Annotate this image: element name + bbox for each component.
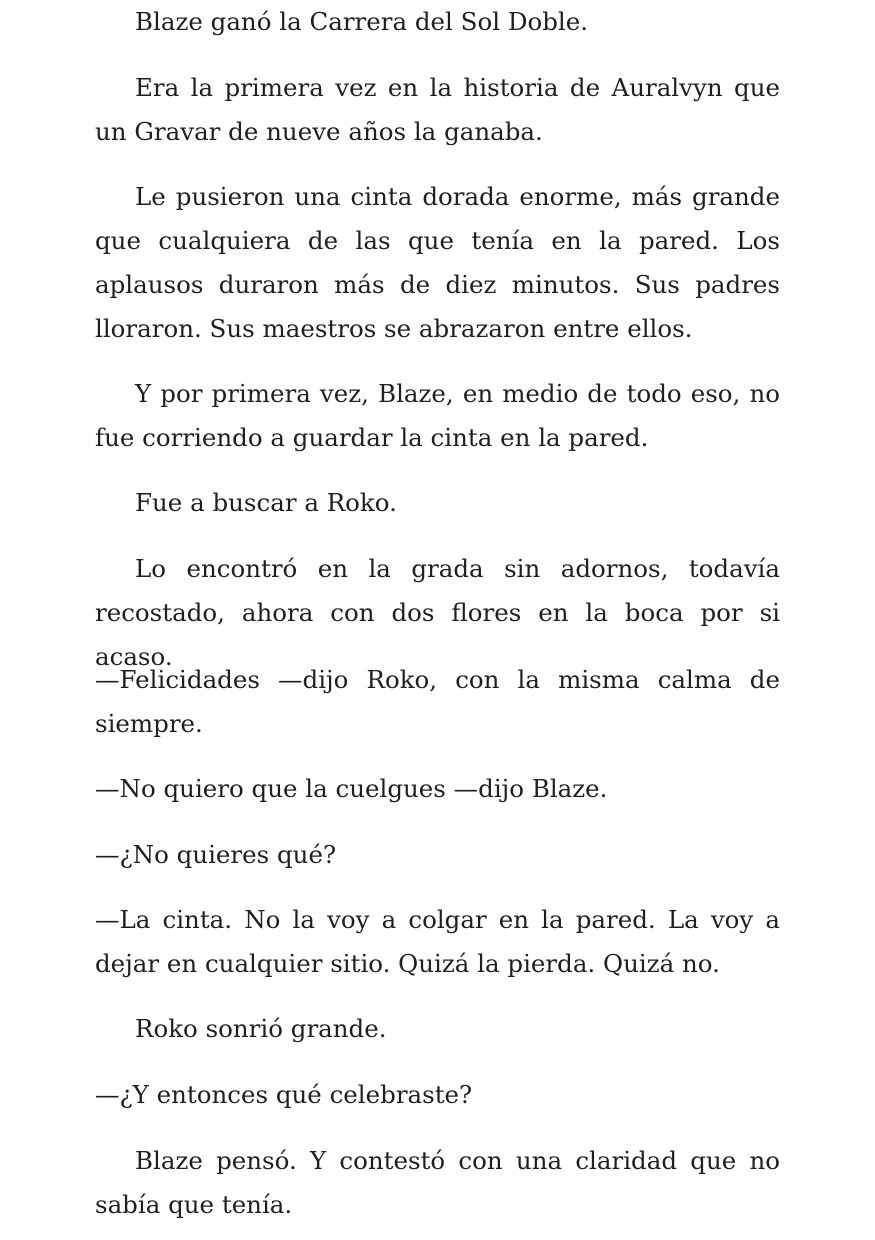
dialogue-line: —¿Y entonces qué celebraste? bbox=[95, 1080, 473, 1109]
dialogue-line: —¿No quieres qué? bbox=[95, 840, 337, 869]
paragraph: Blaze pensó. Y contestó con una claridad que no sabía que tenía. bbox=[95, 1146, 780, 1219]
paragraph: Lo encontró en la grada sin adornos, todavía recostado, ahora con dos flores en la boca por si acaso. bbox=[95, 554, 780, 671]
paragraph: Le pusieron una cinta dorada enorme, más grande que cualquiera de las que tenía en la pared. Los aplausos duraron más de diez minutos. Sus padres lloraron. Sus maestros se abrazaron entre ellos. bbox=[95, 182, 780, 343]
dialogue-line: —La cinta. No la voy a colgar en la pared. La voy a dejar en cualquier sitio. Quizá la pierda. Quizá no. bbox=[95, 905, 780, 978]
dialogue-line: —No quiero que la cuelgues —dijo Blaze. bbox=[95, 774, 608, 803]
paragraph: Y por primera vez, Blaze, en medio de todo eso, no fue corriendo a guardar la cinta en la pared. bbox=[95, 379, 780, 452]
dialogue-line: —Felicidades —dijo Roko, con la misma calma de siempre. bbox=[95, 665, 780, 738]
paragraph: Blaze ganó la Carrera del Sol Doble. bbox=[135, 7, 589, 36]
paragraph: Era la primera vez en la historia de Auralvyn que un Gravar de nueve años la ganaba. bbox=[95, 73, 780, 146]
book-page bbox=[95, 0, 780, 1240]
paragraph: Roko sonrió grande. bbox=[135, 1014, 387, 1043]
paragraph: Fue a buscar a Roko. bbox=[135, 488, 397, 517]
